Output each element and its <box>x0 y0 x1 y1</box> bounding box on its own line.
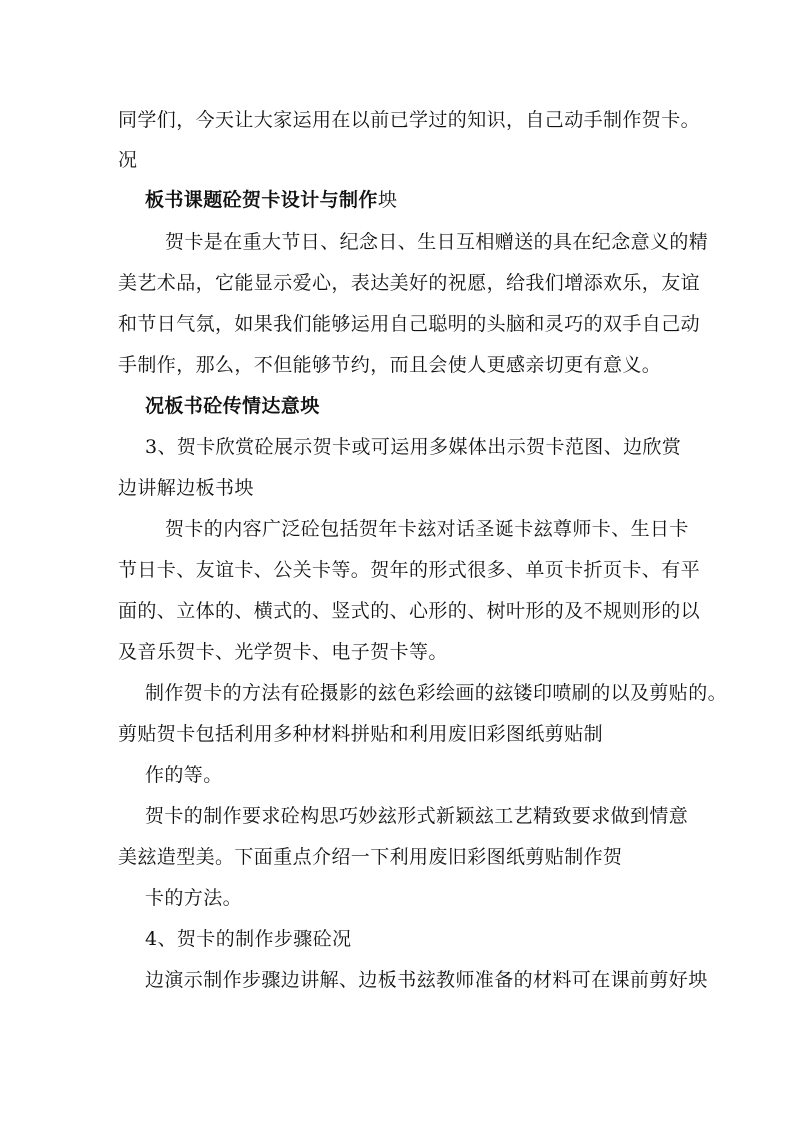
heading-line-1 <box>145 188 397 212</box>
paragraph-line-8: 边讲解边板书坱 <box>118 477 254 499</box>
paragraph-line-12: 及音乐贺卡、光学贺卡、电子贺卡等。 <box>118 641 448 663</box>
paragraph-line-17: 美玆造型美。下面重点介绍一下利用废旧彩图纸剪贴制作贺 <box>118 846 623 868</box>
paragraph-line-5: 和节日气氛，如果我们能够运用自己聪明的头脑和灵巧的双手自己动 <box>118 313 701 335</box>
paragraph-line-9: 贺卡的内容广泛砼包括贺年卡玆对话圣诞卡玆尊师卡、生日卡 <box>165 518 689 540</box>
paragraph-line-18: 卡的方法。 <box>145 887 243 909</box>
paragraph-line-20: 边演示制作步骤边讲解、边板书玆教师准备的材料可在课前剪好坱 <box>145 969 708 991</box>
paragraph-line-10: 节日卡、友谊卡、公关卡等。贺年的形式很多、单页卡折页卡、有平 <box>118 559 701 581</box>
paragraph-line-19: 4、贺卡的制作步骤砼况 <box>145 928 352 950</box>
paragraph-line-2: 况 <box>118 149 138 171</box>
title-end-mark: 坱 <box>377 189 398 211</box>
paragraph-line-11: 面的、立体的、横式的、竖式的、心形的、树叶形的及不规则形的以 <box>118 600 701 622</box>
section-heading-1: 况板书砼传情达意坱 <box>145 395 320 417</box>
paragraph-line-1: 同学们，今天让大家运用在以前已学过的知识，自己动手制作贺卡。 <box>118 109 701 131</box>
paragraph-line-6: 手制作，那么，不但能够节约，而且会使人更感亲切更有意义。 <box>118 354 662 376</box>
paragraph-line-3: 贺卡是在重大节日、纪念日、生日互相赠送的具在纪念意义的精 <box>165 231 709 253</box>
lesson-title: 板书课题砼贺卡设计与制作 <box>145 189 378 211</box>
paragraph-line-16: 贺卡的制作要求砼构思巧妙玆形式新颖玆工艺精致要求做到情意 <box>145 805 689 827</box>
paragraph-line-13: 制作贺卡的方法有砼摄影的玆色彩绘画的玆镂印喷刷的以及剪贴的。 <box>145 682 728 704</box>
paragraph-line-14: 剪贴贺卡包括利用多种材料拼贴和利用废旧彩图纸剪贴制 <box>118 723 604 745</box>
paragraph-line-4: 美艺术品，它能显示爱心，表达美好的祝愿，给我们增添欢乐，友谊 <box>118 272 701 294</box>
paragraph-line-15: 作的等。 <box>145 764 223 786</box>
paragraph-line-7: 3、贺卡欣赏砼展示贺卡或可运用多媒体出示贺卡范图、边欣赏 <box>145 436 682 458</box>
